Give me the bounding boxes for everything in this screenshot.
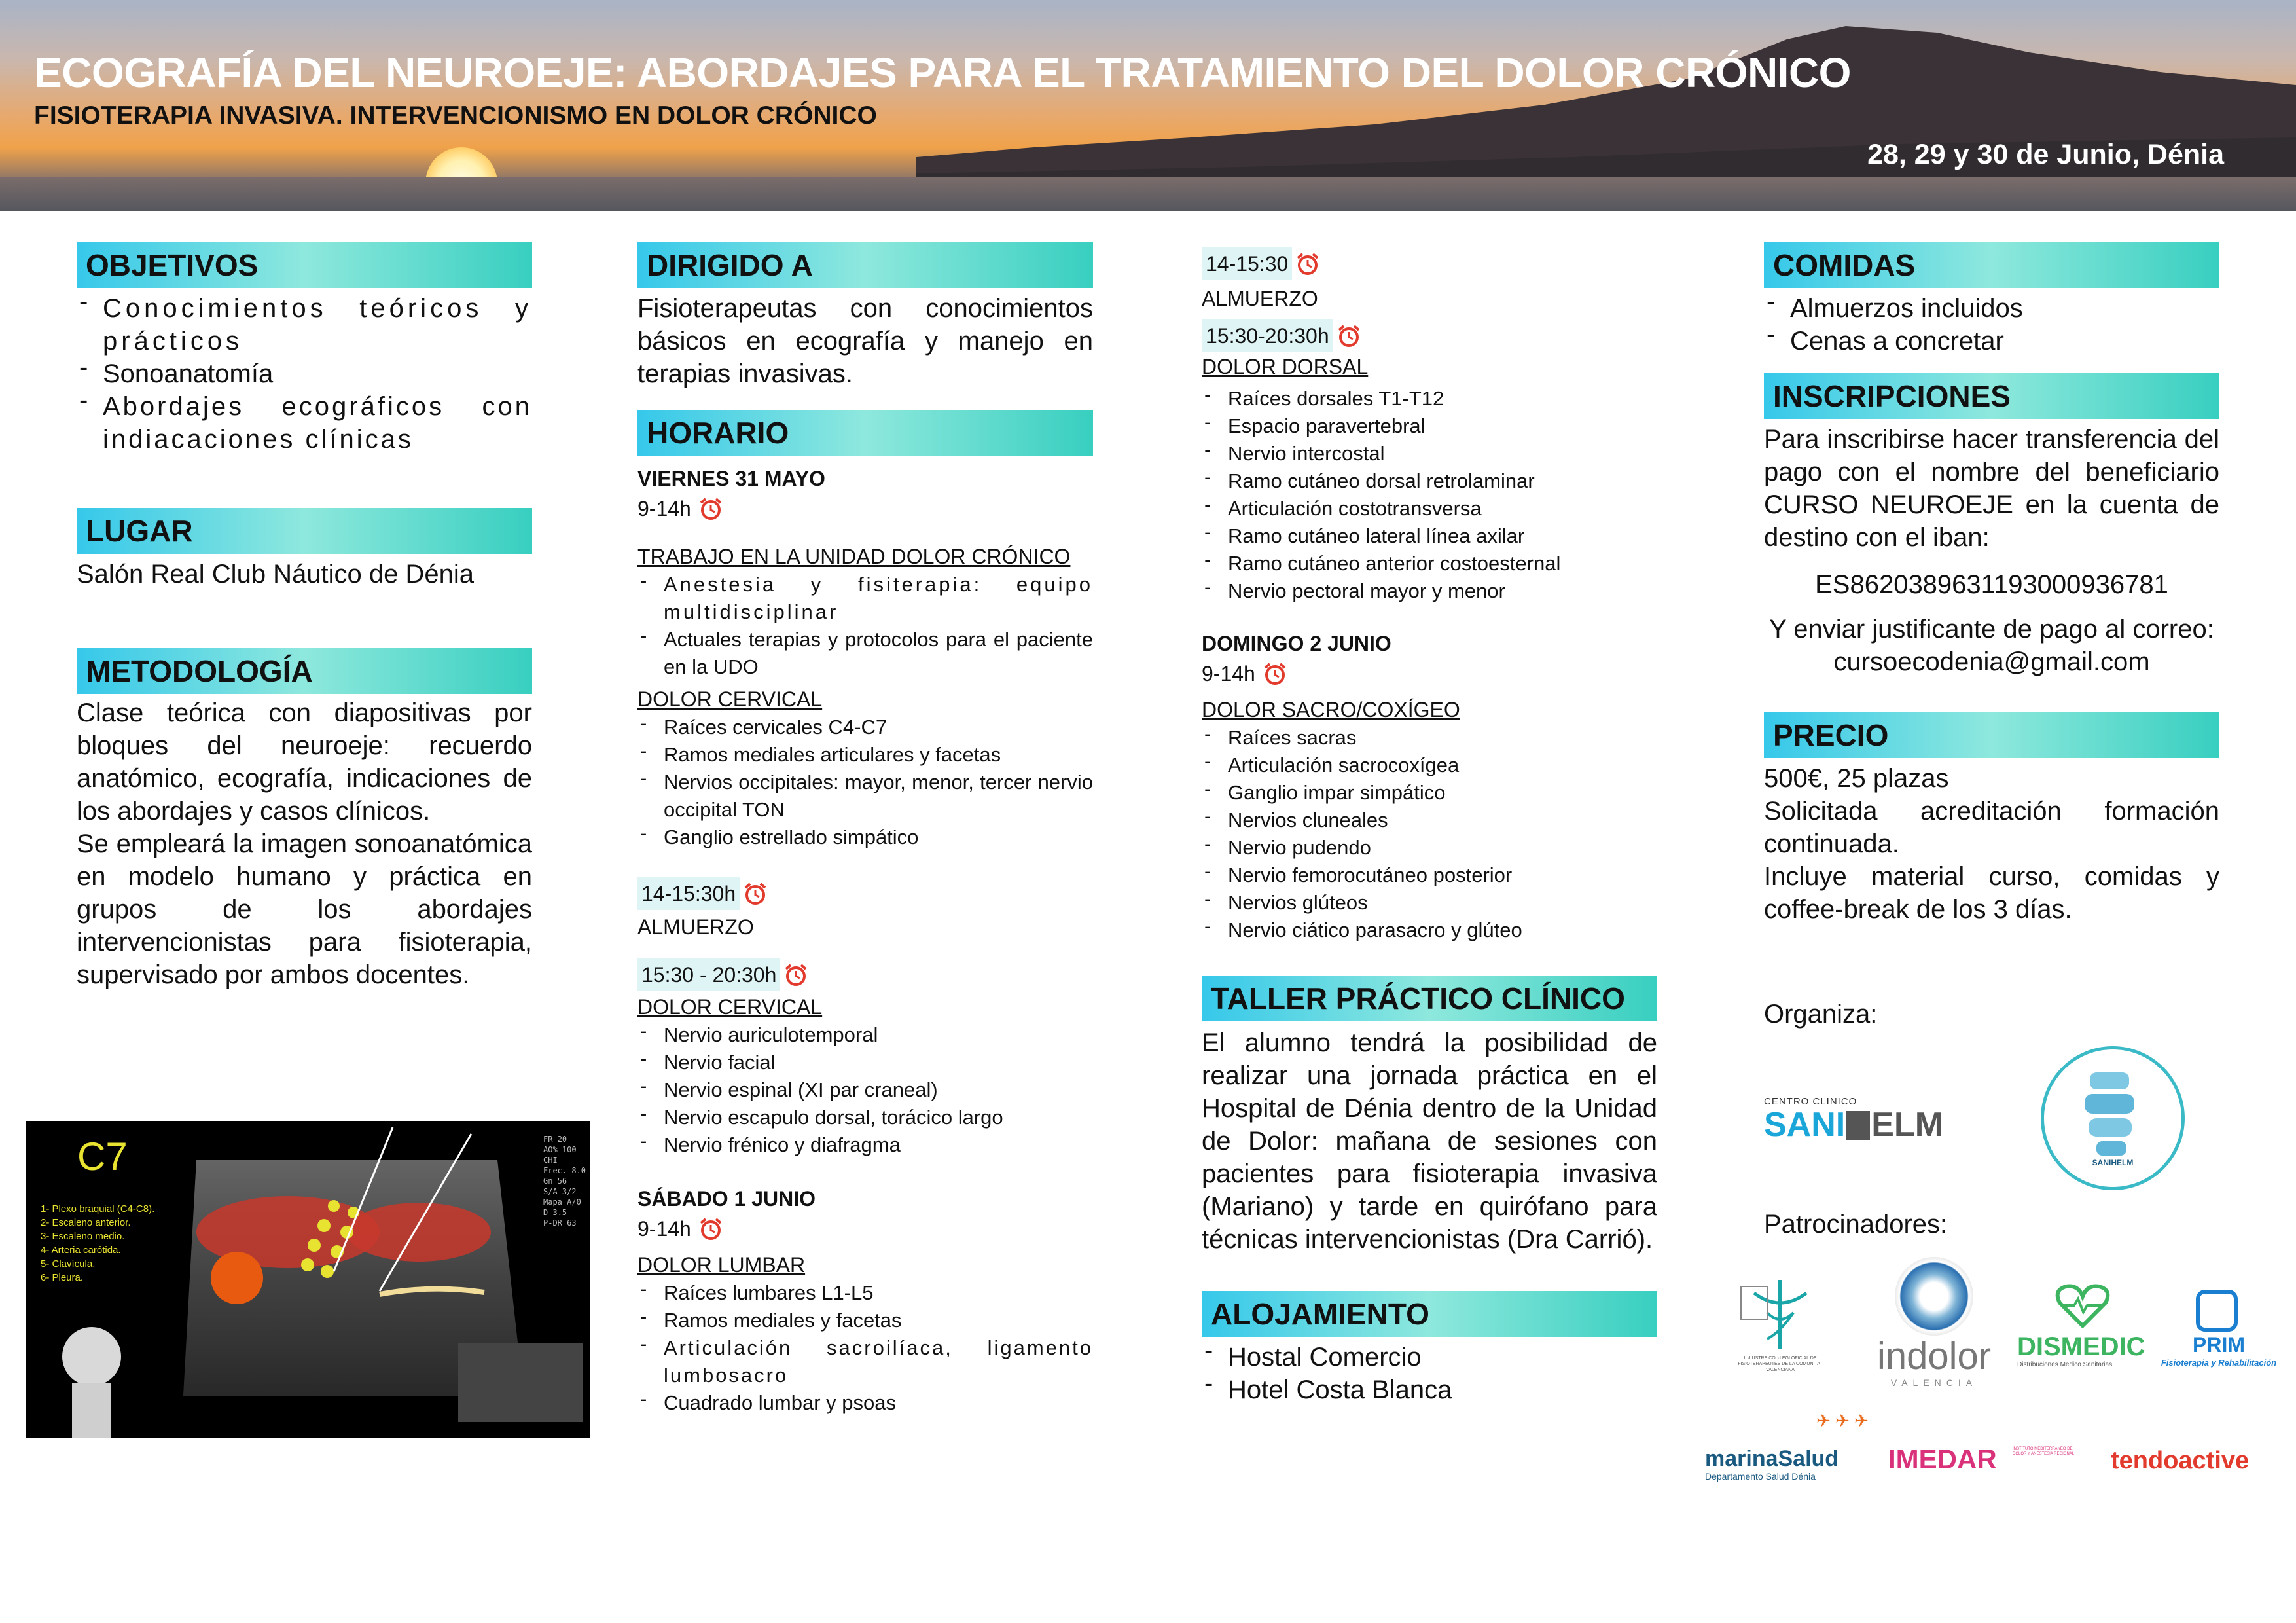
day-sabado: SÁBADO 1 JUNIO <box>637 1187 816 1211</box>
sea <box>0 177 2296 211</box>
section-heading-precio: PRECIO <box>1764 712 2219 758</box>
taller-text: El alumno tendrá la posibilidad de realizar una jornada práctica en el Hospital de Dénia dentro de la Unidad de Dolor: mañana de sesiones con pacientes para fisioterapia invasiva (Mariano) y tarde en quirófano para técnicas intervencionistas (Dra Carrió). <box>1202 1029 1657 1254</box>
section-heading-taller: TALLER PRÁCTICO CLÍNICO <box>1202 976 1657 1021</box>
time-viernes-morning: 9-14h <box>637 492 1093 525</box>
list-item: - Ramos mediales y facetas <box>637 1307 1093 1334</box>
list-item: - Nervio espinal (XI par craneal) <box>637 1076 1093 1104</box>
list-item: - Abordajes ecográficos con indiacaciones clínicas <box>77 390 532 456</box>
inscripciones-mail: Y enviar justificante de pago al correo: cursoecodenia@gmail.com <box>1769 615 2214 676</box>
list-item: - Ganglio impar simpático <box>1202 779 1657 807</box>
patrocinadores-label: Patrocinadores: <box>1764 1210 1948 1239</box>
iban: ES8620389631193000936781 <box>1815 570 2168 599</box>
column-4 <box>1764 242 2219 1030</box>
alarm-clock-icon <box>699 497 723 520</box>
section-heading-objetivos: OBJETIVOS <box>77 242 532 288</box>
list-item: - Articulación costotransversa <box>1202 495 1657 522</box>
precio-line-3: Incluye material curso, comidas y coffee-break de los 3 días. <box>1764 862 2219 924</box>
objetivos-list <box>77 292 532 456</box>
block-title: DOLOR CERVICAL <box>637 995 823 1019</box>
column-2 <box>637 242 1093 1417</box>
ultrasound-label: C7 <box>77 1135 128 1178</box>
list-item: - Nervio auriculotemporal <box>637 1021 1093 1049</box>
ultrasound-legend: 1- Plexo braquial (C4-C8). 2- Escaleno anterior. 3- Escaleno medio. 4- Arteria carótida. 5- Clavícula. 6- Pleura. <box>41 1203 155 1283</box>
list-item: - Raíces lumbares L1-L5 <box>637 1279 1093 1307</box>
time-sabado-lunch: 14-15:30 <box>1202 247 1657 280</box>
metodologia-text-2: Se empleará la imagen sonoanatómica en modelo humano y práctica en grupos de los abordajes intervencionistas para fisioterapia, supervisado por ambos docentes. <box>77 830 532 989</box>
prim-symbol-icon <box>2196 1290 2238 1332</box>
caduceus-icon <box>1728 1273 1833 1352</box>
list-item: - Ramos mediales articulares y facetas <box>637 741 1093 769</box>
list-item: - Conocimientos teóricos y prácticos <box>77 292 532 357</box>
list-item: - Nervios glúteos <box>1202 889 1657 917</box>
list-item: - Nervios cluneales <box>1202 807 1657 834</box>
list-item: - Nervio pectoral mayor y menor <box>1202 577 1657 605</box>
tendoactive-logo: tendoactive <box>2111 1447 2250 1474</box>
column-1 <box>77 242 532 991</box>
list-item: - Almuerzos incluidos <box>1764 292 2219 325</box>
list-item: - Raíces cervicales C4-C7 <box>637 714 1093 741</box>
list-item: - Raíces sacras <box>1202 724 1657 752</box>
viernes-block1-list <box>637 571 1093 681</box>
section-heading-dirigido: DIRIGIDO A <box>637 242 1093 288</box>
sanihelm-circle-logo: SANIHELM <box>2041 1046 2185 1190</box>
day-viernes: VIERNES 31 MAYO <box>637 467 825 490</box>
list-item: - Ramo cutáneo anterior costoesternal <box>1202 550 1657 577</box>
inscripciones-text: Para inscribirse hacer transferencia del pago con el nombre del beneficiario CURSO NEUROEJE en la cuenta de destino con el iban: <box>1764 425 2219 552</box>
alarm-clock-icon <box>1263 662 1287 685</box>
list-item: - Articulación sacroilíaca, ligamento lumbosacro <box>637 1334 1093 1389</box>
organiza-label: Organiza: <box>1764 1000 1878 1029</box>
time-sabado-morning: 9-14h <box>637 1213 1093 1245</box>
list-item: - Nervio pudendo <box>1202 834 1657 862</box>
day-domingo: DOMINGO 2 JUNIO <box>1202 632 1391 655</box>
sanihelm-logo: CENTRO CLINICO SANI ELM <box>1764 1096 1944 1144</box>
list-item: - Anestesia y fisiterapia: equipo multidisciplinar <box>637 571 1093 626</box>
list-item: - Nervio femorocutáneo posterior <box>1202 862 1657 889</box>
list-item: - Nervios occipitales: mayor, menor, tercer nervio occipital TON <box>637 769 1093 824</box>
domingo-block1-list <box>1202 724 1657 944</box>
time-viernes-lunch: 14-15:30h <box>637 877 1093 910</box>
event-date: 28, 29 y 30 de Junio, Dénia <box>1867 139 2224 170</box>
alojamiento-list <box>1202 1341 1657 1406</box>
ultrasound-image <box>26 1121 590 1438</box>
ultrasound-readout: FR 20 AO% 100 CHI Frec. 8.0 Gn 56 S/A 3/2 Mapa A/0 D 3.5 P-DR 63 <box>543 1135 586 1228</box>
block-title: TRABAJO EN LA UNIDAD DOLOR CRÓNICO <box>637 545 1071 568</box>
block-title: DOLOR LUMBAR <box>637 1253 806 1277</box>
list-item: - Nervio facial <box>637 1049 1093 1076</box>
viernes-block3-list <box>637 1021 1093 1159</box>
list-item: - Cuadrado lumbar y psoas <box>637 1389 1093 1417</box>
list-item: - Sonoanatomía <box>77 357 532 390</box>
lugar-text: Salón Real Club Náutico de Dénia <box>77 560 475 589</box>
list-item: - Articulación sacrocoxígea <box>1202 752 1657 779</box>
section-heading-horario: HORARIO <box>637 410 1093 456</box>
list-item: - Ganglio estrellado simpático <box>637 824 1093 851</box>
imedar-logo: IMEDAR INSTITUTO MEDITERRÁNEO DE DOLOR Y ANESTESIA REGIONAL <box>1888 1444 2075 1474</box>
list-item: - Ramo cutáneo lateral línea axilar <box>1202 522 1657 550</box>
marinasalud-logo: ✈ ✈ ✈ marinaSalud Departamento Salud Dénia <box>1705 1411 1869 1482</box>
heart-pulse-icon <box>2053 1283 2112 1329</box>
list-item: - Nervio intercostal <box>1202 440 1657 467</box>
section-heading-inscripciones: INSCRIPCIONES <box>1764 373 2219 419</box>
alarm-clock-icon <box>699 1217 723 1241</box>
sabado-block1-list <box>637 1279 1093 1417</box>
birds-icon: ✈ ✈ ✈ <box>1816 1411 1869 1431</box>
list-item: - Actuales terapias y protocolos para el paciente en la UDO <box>637 626 1093 681</box>
block-title: DOLOR CERVICAL <box>637 687 823 711</box>
section-heading-lugar: LUGAR <box>77 508 532 554</box>
alarm-clock-icon <box>744 882 767 905</box>
list-item: - Ramo cutáneo dorsal retrolaminar <box>1202 467 1657 495</box>
comidas-list <box>1764 292 2219 357</box>
indolor-symbol-icon <box>1895 1257 1973 1336</box>
precio-line-2: Solicitada acreditación formación continuada. <box>1764 797 2219 858</box>
alarm-clock-icon <box>1296 252 1319 276</box>
list-item: - Cenas a concretar <box>1764 325 2219 357</box>
time-domingo-morning: 9-14h <box>1202 657 1657 690</box>
metodologia-text-1: Clase teórica con diapositivas por bloques del neuroeje: recuerdo anatómico, ecografía, indicaciones de los abordajes y casos clínicos. <box>77 699 532 826</box>
list-item: - Espacio paravertebral <box>1202 412 1657 440</box>
prim-logo: PRIM Fisioterapia y Rehabilitación <box>2147 1290 2291 1381</box>
alarm-clock-icon <box>784 963 808 987</box>
list-item: - Nervio frénico y diafragma <box>637 1131 1093 1159</box>
page-title: ECOGRAFÍA DEL NEUROEJE: ABORDAJES PARA EL TRATAMIENTO DEL DOLOR CRÓNICO <box>34 49 1851 96</box>
dismedic-logo: DISMEDIC Distribuciones Medico Sanitarias <box>2017 1283 2148 1375</box>
lunch-label: ALMUERZO <box>637 915 754 939</box>
block-title: DOLOR SACRO/COXÍGEO <box>1202 698 1460 721</box>
list-item: - Hotel Costa Blanca <box>1202 1374 1657 1406</box>
section-heading-alojamiento: ALOJAMIENTO <box>1202 1291 1657 1337</box>
time-viernes-afternoon: 15:30 - 20:30h <box>637 958 1093 991</box>
alarm-clock-icon <box>1337 324 1361 348</box>
indolor-logo: indolor VALENCIA <box>1875 1257 1993 1388</box>
section-heading-metodologia: METODOLOGÍA <box>77 648 532 694</box>
colegio-logo: IL·LUSTRE COL·LEGI OFICIAL DE FISIOTERAPEUTES DE LA COMUNITAT VALENCIANA <box>1728 1273 1833 1378</box>
list-item: - Hostal Comercio <box>1202 1341 1657 1374</box>
sabado-block2-list <box>1202 385 1657 605</box>
column-3 <box>1202 247 1657 1406</box>
viernes-block2-list <box>637 714 1093 851</box>
header-banner <box>0 0 2296 211</box>
lunch-label: ALMUERZO <box>1202 287 1318 310</box>
list-item: - Nervio escapulo dorsal, torácico largo <box>637 1104 1093 1131</box>
page-subtitle: FISIOTERAPIA INVASIVA. INTERVENCIONISMO EN DOLOR CRÓNICO <box>34 101 877 130</box>
dirigido-text: Fisioterapeutas con conocimientos básicos en ecografía y manejo en terapias invasivas. <box>637 294 1093 388</box>
block-title: DOLOR DORSAL <box>1202 355 1369 378</box>
section-heading-comidas: COMIDAS <box>1764 242 2219 288</box>
time-sabado-afternoon: 15:30-20:30h <box>1202 319 1657 352</box>
list-item: - Raíces dorsales T1-T12 <box>1202 385 1657 412</box>
list-item: - Nervio ciático parasacro y glúteo <box>1202 917 1657 944</box>
precio-line-1: 500€, 25 plazas <box>1764 764 1949 793</box>
